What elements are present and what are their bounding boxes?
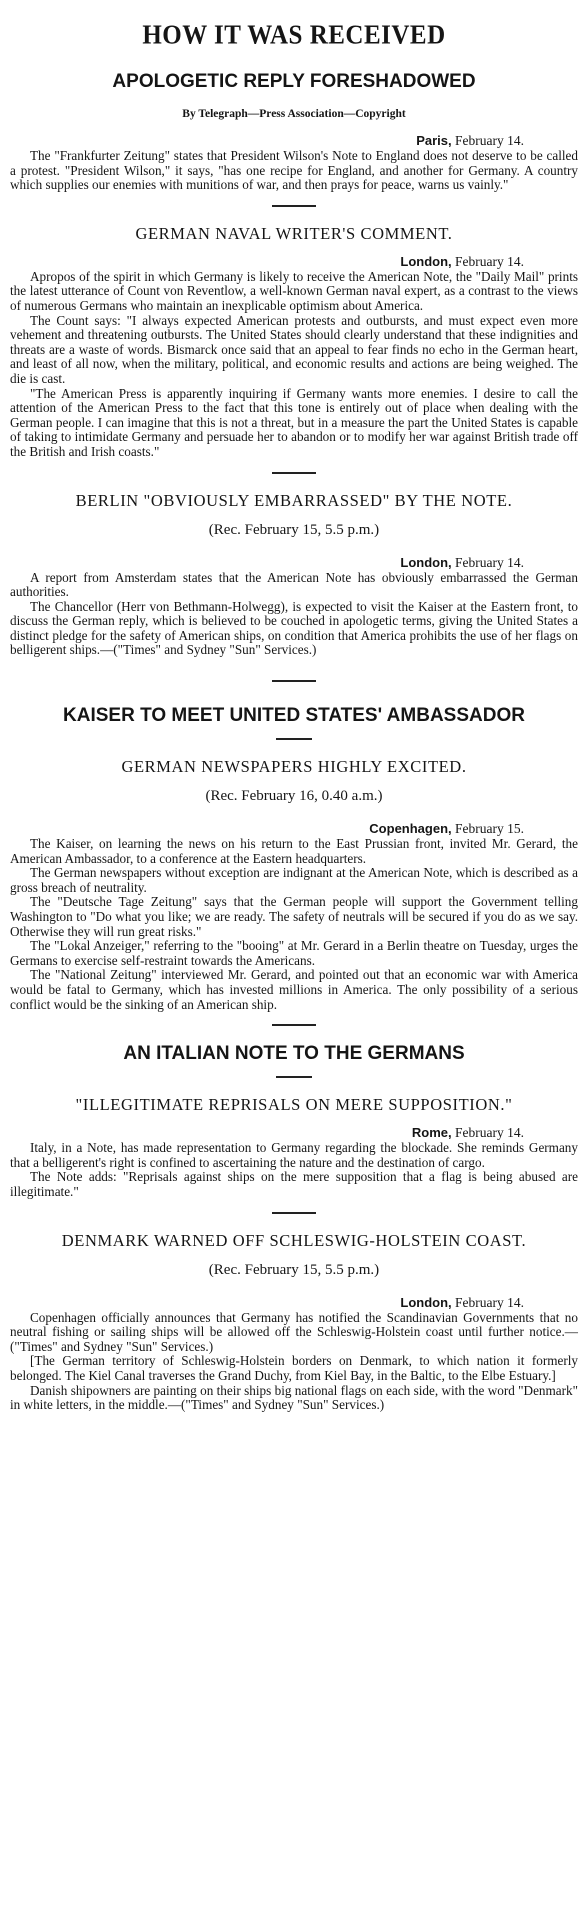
article-paragraph: Copenhagen officially announces that Germany has notified the Scandinavian Governments that no neutral fishing or sailing ships will be allowed off the Schleswig-Holstein coast until further notice.—("Times" and Sydney "Sun" Services.): [10, 1309, 578, 1354]
dateline-city: London,: [400, 253, 452, 269]
dateline-city: London,: [400, 554, 452, 570]
dateline-city: London,: [400, 1294, 452, 1310]
received-time: (Rec. February 15, 5.5 p.m.): [208, 1261, 380, 1278]
dateline-date: February 14.: [455, 253, 524, 269]
dateline: [10, 1294, 578, 1311]
article-paragraph: [The German territory of Schleswig-Holstein borders on Denmark, to which nation it formerly belonged. The Kiel Canal traverses the Grand Duchy, from Kiel Bay, in the Baltic, to the Elbe Estuary.]: [10, 1353, 578, 1383]
received-time: (Rec. February 16, 0.40 a.m.): [205, 788, 383, 805]
article-paragraph: Apropos of the spirit in which Germany is likely to receive the American Note, the "Daily Mail" prints the latest utterance of Count von Reventlow, a well-known German naval expert, as a contrast to the views of numerous Germans who maintain an inexplicable optimism about America.: [10, 268, 578, 313]
section-divider: [272, 205, 316, 207]
article-paragraph: Italy, in a Note, has made representation to Germany regarding the blockade. She reminds Germany that a belligerent's right is confined to ascertaining the nature and the destination of cargo.: [10, 1140, 578, 1170]
section-heading: KAISER TO MEET UNITED STATES' AMBASSADOR: [63, 705, 525, 727]
dateline-date: February 15.: [455, 821, 524, 837]
section-heading: APOLOGETIC REPLY FORESHADOWED: [112, 71, 476, 92]
section-divider: [276, 1076, 312, 1078]
section-heading: AN ITALIAN NOTE TO THE GERMANS: [123, 1043, 465, 1065]
dateline: [10, 132, 578, 149]
section-subheading: GERMAN NEWSPAPERS HIGHLY EXCITED.: [121, 757, 467, 777]
dateline: [10, 1124, 578, 1141]
dateline-city: Paris,: [416, 133, 452, 148]
section-heading: GERMAN NAVAL WRITER'S COMMENT.: [135, 223, 453, 243]
main-heading: HOW IT WAS RECEIVED: [142, 20, 446, 51]
section-divider: [272, 1024, 316, 1026]
section-divider: [272, 472, 316, 474]
wire-credit: By Telegraph—Press Association—Copyright: [182, 108, 406, 120]
section-subheading: "ILLEGITIMATE REPRISALS ON MERE SUPPOSITION.": [75, 1095, 513, 1115]
dateline: [10, 820, 578, 837]
section-heading: BERLIN "OBVIOUSLY EMBARRASSED" BY THE NOTE.: [75, 490, 513, 510]
dateline-date: February 14.: [455, 133, 524, 148]
article-paragraph: The "National Zeitung" interviewed Mr. Gerard, and pointed out that an economic war with America would be fatal to Germany, which has invested millions in America. The only possibility of a serious conflict would be the sinking of an American ship.: [10, 967, 578, 1012]
dateline-city: Rome,: [411, 1125, 452, 1141]
dateline-date: February 14.: [455, 1294, 524, 1310]
section-heading: DENMARK WARNED OFF SCHLESWIG-HOLSTEIN COAST.: [61, 1230, 527, 1250]
dateline: [10, 253, 578, 270]
dateline-city: Copenhagen,: [369, 821, 452, 837]
article-paragraph: The "Lokal Anzeiger," referring to the "booing" at Mr. Gerard in a Berlin theatre on Tuesday, urges the Germans to exercise self-restraint towards the Americans.: [10, 938, 578, 968]
article-paragraph: The Chancellor (Herr von Bethmann-Holwegg), is expected to visit the Kaiser at the Eastern front, to discuss the German reply, which is believed to be couched in apologetic terms, giving the United States a distinct pledge for the safety of American ships, on condition that America prohibits the use of her flags on belligerent ships.—("Times" and Sydney "Sun" Services.): [10, 598, 578, 658]
article-paragraph: The Kaiser, on learning the news on his return to the East Prussian front, invited Mr. Gerard, the American Ambassador, to a conference at the Eastern headquarters.: [10, 836, 578, 866]
article-paragraph: The "Deutsche Tage Zeitung" says that the German people will support the Government telling Washington to "Do what you like; we are ready. The safety of neutrals will be secured if you do as we say. Otherwise they will run great risks.": [10, 894, 578, 939]
dateline: [10, 554, 578, 571]
article-paragraph: The "Frankfurter Zeitung" states that President Wilson's Note to England does not deserve to be called a protest. "President Wilson," it says, "has one recipe for England, and another for Germany. A country which supplies our enemies with munitions of war, and then prays for peace, warns us vainly.": [10, 148, 578, 193]
article-paragraph: The German newspapers without exception are indignant at the American Note, which is described as a gross breach of neutrality.: [10, 865, 578, 895]
section-divider: [272, 680, 316, 682]
dateline-date: February 14.: [455, 1125, 524, 1141]
article-paragraph: A report from Amsterdam states that the American Note has obviously embarrassed the German authorities.: [10, 569, 578, 600]
received-time: (Rec. February 15, 5.5 p.m.): [208, 521, 380, 538]
article-paragraph: The Note adds: "Reprisals against ships on the mere supposition that a flag is being abused are illegitimate.": [10, 1169, 578, 1199]
section-divider: [276, 738, 312, 740]
article-paragraph: The Count says: "I always expected American protests and outbursts, and must expect even more vehement and threatening outbursts. The United States should clearly understand that these indignities and threats are a waste of words. Bismarck once said that an appeal to fear finds no echo in the German heart, and least of all now, when the military, political, and economic results and actions are being weighed. The die is cast.: [10, 312, 578, 386]
section-divider: [272, 1212, 316, 1214]
article-paragraph: "The American Press is apparently inquiring if Germany wants more enemies. I desire to call the attention of the American Press to the fact that this tone is entirely out of place when dealing with the German people. I can imagine that this is not a threat, but in a measure the part the United States is capable of taking to intimidate Germany and persuade her to abandon or to modify her war against British trade off the British and Irish coasts.": [10, 385, 578, 459]
article-paragraph: Danish shipowners are painting on their ships big national flags on each side, with the word "Denmark" in white letters, in the middle.—("Times" and Sydney "Sun" Services.): [10, 1382, 578, 1413]
dateline-date: February 14.: [455, 554, 524, 570]
